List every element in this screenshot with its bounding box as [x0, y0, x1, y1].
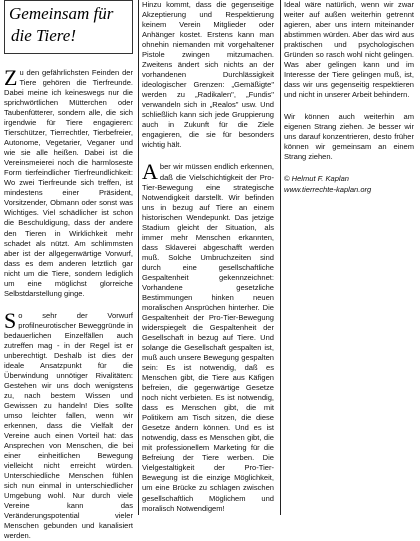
column-2: [142, 0, 274, 515]
title-line-1: Gemeinsam für: [9, 4, 114, 23]
drop-cap: A: [142, 159, 158, 185]
drop-cap: S: [4, 307, 17, 333]
website-link[interactable]: www.tierrechte-kaplan.org: [284, 184, 372, 194]
article-title: [4, 0, 133, 54]
column-divider: [280, 0, 281, 515]
paragraph-4: [142, 159, 274, 513]
column-divider: [138, 0, 139, 515]
paragraph-5: Ideal wäre natürlich, wenn wir zwar weiter auf außen weiterhin getrennt agieren, aber uns intern miteinander abstimmen würden. Aber das wird aus praktischen und psychologischen Gründen so rasch wohl nicht gelingen. Was aber gelingen kann und im Interesse der Tiere gelingen muß, ist, dass wir uns gegenseitig respektieren und nicht in unserer Arbeit behindern.: [284, 0, 414, 100]
paragraph-text: ber wir müssen endlich erkennen, daß die Vielschichtigkeit der Pro-Tier-Bewegung eine strategische Notwendigkeit darstellt. Wir befinden uns in bezug auf Tiere an einem historischen Wendepunkt. Das jetzige Stadium gleicht der Situation, als immer mehr Menschen erkannten, dass Sklaverei abgeschafft werden muß. Solche Umbruchzeiten sind durch eine gesellschaftliche Gespaltenheit gekennzeichnet: Vorhandene gesetzliche Bestimmungen hinken neuen moralischen Ansprüchen hinterher. Die Gespaltenheit der Pro-Tier-Bewegung widerspiegelt die Gespaltenheit der Gesellschaft in bezug auf Tiere. Und solange die Gesellschaft gespalten ist, muß auch unsere Bewegung gespalten sein: Es ist notwendig, daß es Menschen gibt, die Tiere aus Käfigen befreien, die gegenwärtige Gesetze noch nicht verbieten. Es ist notwendig, dass es Menschen gibt, die mit Politikern am Tisch sitzen, die diese Gesetze ändern können. Und es ist notwendig, dass es Menschen gibt, die mit professionellem Marketing für die Befreiung der Tiere werben. Die Vielgestaltigkeit der Pro-Tier-Bewegung ist die einzige Möglichkeit, um eine Brücke zu schlagen zwischen gesellschaftlich Möglichem und moralisch Notwendigem!: [142, 162, 274, 513]
column-2-flow: [142, 0, 274, 514]
paragraph-text: u den gefährlichsten Feinden der Tiere gehören die Tierfreunde. Dabei meine ich keineswegs nur die sprichwörtlichen Mütterchen oder Taubenfütterer, sondern alle, die sich irgendwie für Tiere engagieren: Tierschützer, Tierrechtler, Tierbefreier, Autonome, Vegetarier, Veganer und wie sie alle heißen. Dabei ist die Vereinsmeierei noch die harmloseste Form tierfeindlicher Tierfreundlichkeit: Wo zwei Tierfreunde sich treffen, ist mindestens einer Präsident, Vorsitzender, Obmann oder sonst was Wichtiges. Viel schädlicher ist schon die Beschuldigung, dass der andere den Tieren in Wirklichkeit mehr schadet als nützt. Am schlimmsten aber ist der allgegenwärtige Vorwurf, dass es dem anderen letztlich gar nicht um die Tiere, sondern lediglich um eine möglichst glorreiche Selbstdarstellung ginge.: [4, 68, 133, 298]
paragraph-text: o sehr der Vorwurf profilneurotischer Beweggründe in bedauerlichen Einzelfällen auch zutreffen mag - in der Regel ist er unberechtigt. Deshalb ist dies der ideale Ansatzpunkt für die Überwindung unnötiger Rivalitäten: Gestehen wir uns doch wenigstens zu, nach bestem Wissen und Gewissen zu handeln! Dies sollte umso leichter fallen, wenn wir erkennen, dass die Vielfalt der Vereine auch einen Vorteil hat: das Ansprechen von Menschen, die bei einer einheitlichen Bewegung vielleicht nicht erreicht würden. Unterschiedliche Menschen fühlen sich nun einmal in unterschiedlicher Umgebung wohl. Nur durch viele Vereine kann das Veränderungspotential vieler Menschen gebunden und kanalisiert werden.: [4, 310, 133, 541]
paragraph-6: Wir können auch weiterhin am eigenen Strang ziehen. Je besser wir uns darauf konzentrieren, desto früher können wir gemeinsam an einem Strang ziehen.: [284, 112, 414, 162]
title-line-2: die Tiere!: [11, 26, 76, 45]
paragraph-2: [4, 307, 133, 541]
article-footer: [284, 174, 414, 194]
paragraph-3: Hinzu kommt, dass die gegenseitige Akzeptierung und Respektierung keinem Verein Mitglieder oder Anhänger kostet. Erstens kann man ohnehin niemanden mit vorgehaltener Pistole zwingen mitzumachen. Zweitens ändert sich nichts an der vorhandenen Durchlässigkeit ideologischer Grenzen: „Gemäßigte" werden zu „Radikalen", „Fundis" verwandeln sich in „Realos" usw. Und schließlich kann sich jede Gruppierung auch in Zukunft für die Ziele engagieren, die sie für besonders wichtig hält.: [142, 0, 274, 150]
drop-cap: Z: [4, 65, 18, 90]
paragraph-1: [4, 65, 133, 299]
column-3: [284, 0, 414, 515]
author-credit: © Helmut F. Kaplan: [284, 174, 349, 184]
column-1: [4, 0, 133, 541]
